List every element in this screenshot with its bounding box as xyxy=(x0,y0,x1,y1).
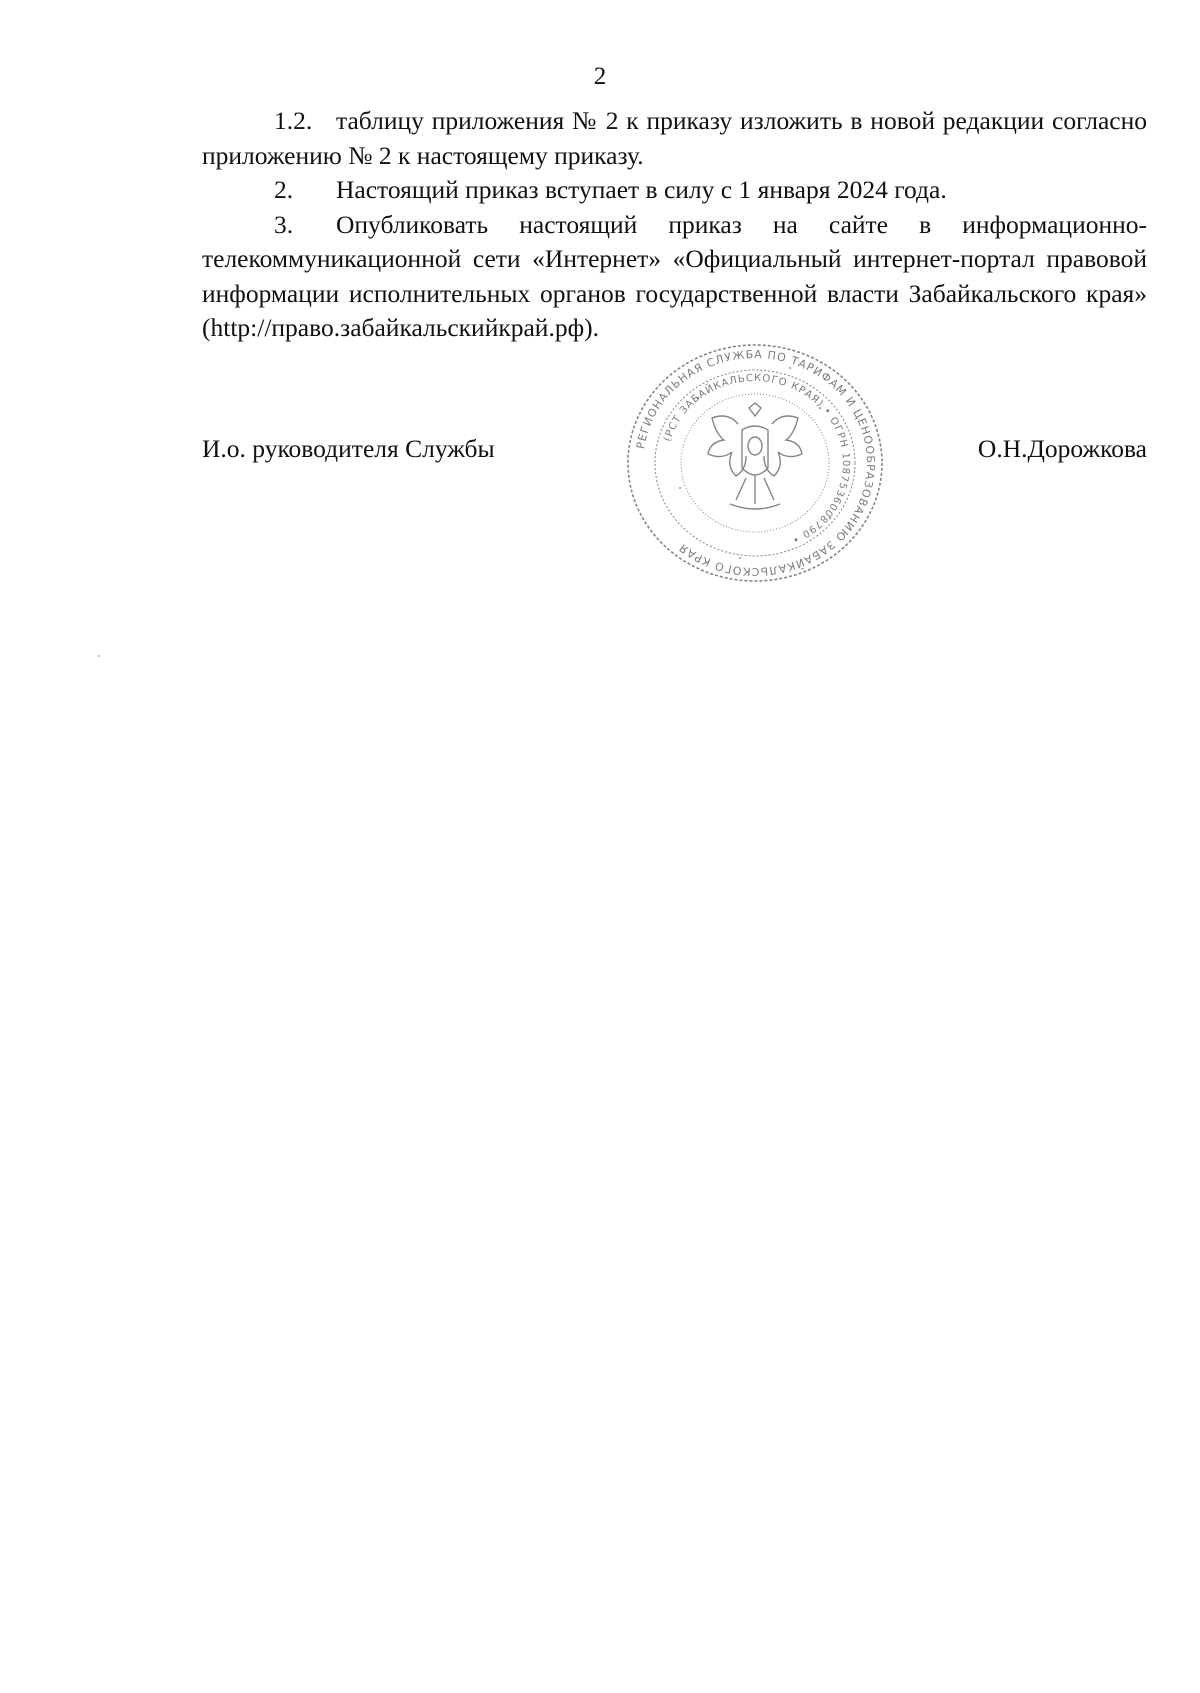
item-text: таблицу приложения № 2 к приказу изложить в новой редакции согласно приложению № 2 к настоящему приказу. xyxy=(202,106,1147,170)
svg-text:(РСТ ЗАБАЙКАЛЬСКОГО КРАЯ) • ОГ xyxy=(662,373,851,545)
item-text: Опубликовать настоящий приказ на сайте в информационно-телекоммуникационной сети «Интернет» «Официальный интернет-портал правовой информации исполнительных органов государственной власти Забайкальского края» (http://право.забайкальскийкрай.рф). xyxy=(202,209,1147,342)
list-item xyxy=(202,104,1147,173)
document-body xyxy=(202,104,1147,346)
page-number: 2 xyxy=(593,63,607,90)
scan-artifact xyxy=(98,655,100,657)
seal-inner-text: (РСТ ЗАБАЙКАЛЬСКОГО КРАЯ) • ОГРН 1087536008790 • xyxy=(662,372,852,546)
item-number: 2. xyxy=(274,175,294,204)
seal-outer-text: РЕГИОНАЛЬНАЯ СЛУЖБА ПО ТАРИФАМ И ЦЕНООБРАЗОВАНИЮ ЗАБАЙКАЛЬСКОГО КРАЯ xyxy=(634,347,878,579)
item-text: Настоящий приказ вступает в силу с 1 января 2024 года. xyxy=(336,175,947,204)
item-number: 3. xyxy=(274,209,294,239)
item-number: 1.2. xyxy=(274,106,313,135)
signatory-title: И.о. руководителя Службы xyxy=(202,434,495,463)
list-item xyxy=(202,173,1147,208)
list-item xyxy=(202,208,1147,346)
official-seal xyxy=(620,338,890,588)
coat-of-arms-icon xyxy=(708,403,802,509)
signatory-name: О.Н.Дорожкова xyxy=(977,434,1147,463)
